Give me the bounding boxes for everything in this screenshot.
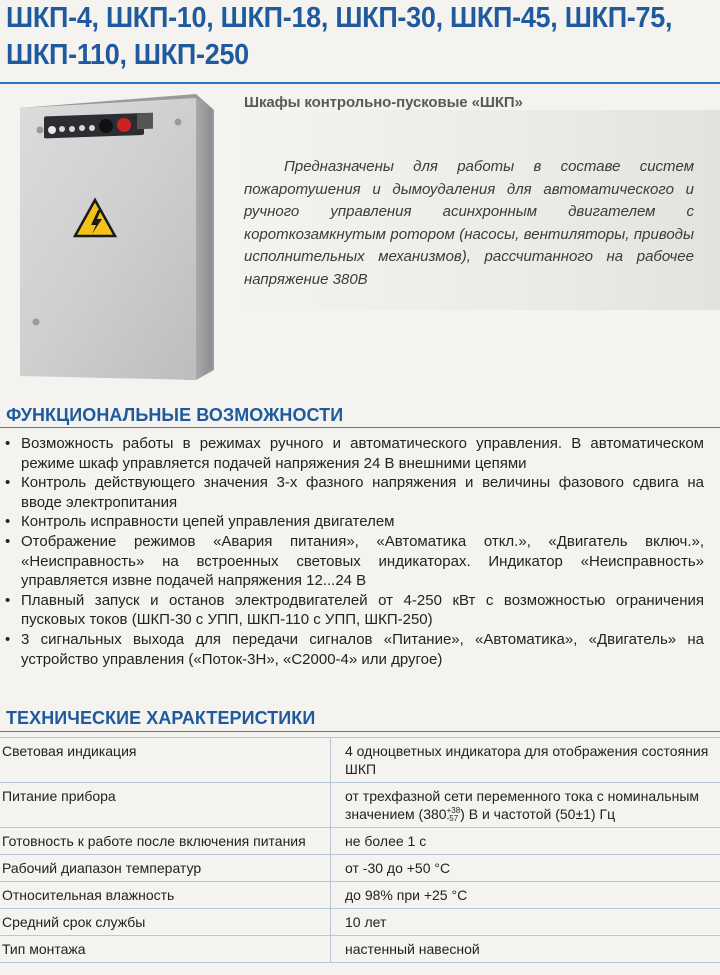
page-title-line1: ШКП-4, ШКП-10, ШКП-18, ШКП-30, ШКП-45, ШКП-75, — [6, 2, 673, 34]
spec-name: Средний срок службы — [0, 909, 331, 936]
spec-value: настенный навесной — [331, 936, 720, 963]
title-divider — [0, 82, 720, 84]
tolerance-minus: -57 — [446, 814, 459, 824]
tolerance-plus: +38 — [446, 806, 461, 816]
spec-value-text: от трехфазной сети переменного тока с номинальным значением (380 — [345, 788, 700, 822]
list-item: • Контроль действующего значения 3-х фазного напряжения и величины фазового сдвига на вводе электропитания — [0, 473, 704, 512]
features-heading: ФУНКЦИОНАЛЬНЫЕ ВОЗМОЖНОСТИ — [6, 404, 344, 425]
table-row — [0, 936, 720, 963]
table-row — [0, 738, 720, 783]
list-item: • Плавный запуск и останов электродвигателей от 4-250 кВт с возможностью ограничения пусковых токов (ШКП-30 с УПП, ШКП-110 с УПП, ШКП-250) — [0, 591, 704, 630]
table-row — [0, 909, 720, 936]
specs-divider — [0, 731, 720, 732]
spec-value: от -30 до +50 °С — [331, 855, 720, 882]
list-item: • Контроль исправности цепей управления двигателем — [0, 512, 704, 532]
specs-heading: ТЕХНИЧЕСКИЕ ХАРАКТЕРИСТИКИ — [6, 707, 316, 728]
list-item: • Отображение режимов «Авария питания», «Автоматика откл.», «Двигатель включ.», «Неисправность» на встроенных световых индикаторах. Индикатор «Неисправность» управляется извне подачей напряжения 12...24 В — [0, 532, 704, 591]
table-row — [0, 828, 720, 855]
features-divider — [0, 427, 720, 428]
spec-name: Готовность к работе после включения питания — [0, 828, 331, 855]
list-item: • Возможность работы в режимах ручного и автоматического управления. В автоматическом режиме шкаф управляется подачей напряжения 24 В внешними цепями — [0, 434, 704, 473]
cabinet-photo — [0, 88, 240, 388]
table-row — [0, 882, 720, 909]
product-subtitle: Шкафы контрольно-пусковые «ШКП» — [244, 94, 523, 111]
table-row — [0, 783, 720, 828]
page-title — [6, 0, 673, 74]
spec-value: до 98% при +25 °С — [331, 882, 720, 909]
product-description: Предназначены для работы в составе систем пожаротушения и дымоудаления для автоматического и ручного управления асинхронным двигателем с короткозамкнутым ротором (насосы, вентиляторы, приводы исполнительных механизмов), рассчитанного на рабочее напряжение 380В — [244, 158, 694, 288]
spec-value-text: ) В и частотой (50±1) Гц — [460, 806, 616, 822]
spec-name: Тип монтажа — [0, 936, 331, 963]
spec-name: Световая индикация — [0, 738, 331, 783]
spec-value — [331, 783, 720, 828]
list-item: • 3 сигнальных выхода для передачи сигналов «Питание», «Автоматика», «Двигатель» на устройство управления («Поток-3Н», «С2000-4» или другое) — [0, 630, 704, 669]
specs-table — [0, 737, 720, 963]
spec-value: 10 лет — [331, 909, 720, 936]
table-row — [0, 855, 720, 882]
spec-name: Питание прибора — [0, 783, 331, 828]
spec-name: Относительная влажность — [0, 882, 331, 909]
page-title-line2: ШКП-110, ШКП-250 — [6, 39, 249, 71]
spec-value: 4 одноцветных индикатора для отображения состояния ШКП — [331, 738, 720, 783]
spec-name: Рабочий диапазон температур — [0, 855, 331, 882]
features-list — [0, 434, 704, 669]
spec-value: не более 1 с — [331, 828, 720, 855]
